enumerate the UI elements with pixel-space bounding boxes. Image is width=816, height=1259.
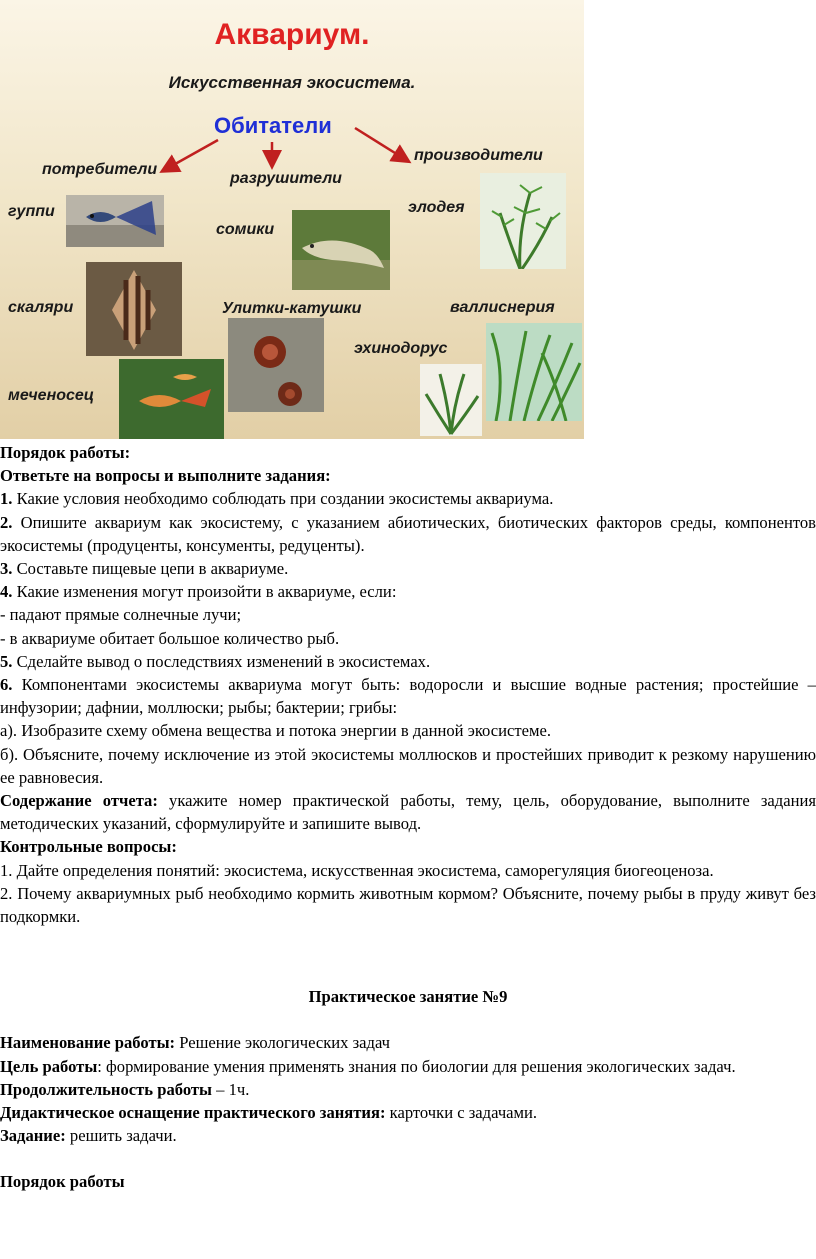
angelfish-photo (86, 262, 182, 356)
document-body (0, 441, 816, 1194)
work-name-line (0, 1031, 816, 1054)
aquarium-slide (0, 0, 584, 439)
control-question-2: 2. Почему аквариумных рыб необходимо кормить животным кормом? Объясните, почему рыбы в пруду живут без подкормки. (0, 883, 816, 927)
q6-text: Компонентами экосистемы аквариума могут быть: водоросли и высшие водные растения; простейшие – инфузории; дафнии, моллюски; рыбы; бактерии; грибы: (0, 675, 816, 718)
goal-line (0, 1055, 816, 1078)
goal-label: Цель работы (0, 1056, 98, 1076)
question-6 (0, 673, 816, 719)
elodea-label: элодея (408, 199, 465, 216)
question-2 (0, 511, 816, 557)
slide-subtitle: Искусственная экосистема. (168, 73, 416, 92)
q5-number: 5. (0, 651, 13, 671)
catfish-label: сомики (216, 221, 275, 238)
q6-item-b: б). Объясните, почему исключение из этой экосистемы моллюсков и простейших приводит к резкому нарушению ее равновесия. (0, 744, 816, 787)
work-name-label: Наименование работы: (0, 1033, 176, 1053)
q2-number: 2. (0, 512, 13, 532)
q1-text: Какие условия необходимо соблюдать при создании экосистемы аквариума. (16, 489, 554, 509)
spacer (0, 928, 816, 985)
spacer (0, 1147, 816, 1170)
duration-line (0, 1078, 816, 1101)
question-5 (0, 650, 816, 673)
q1-number: 1. (0, 489, 13, 509)
order-heading-2: Порядок работы (0, 1172, 125, 1192)
consumers-label: потребители (42, 161, 158, 178)
equipment-label: Дидактическое оснащение практического занятия: (0, 1103, 386, 1123)
decomposers-label: разрушители (230, 170, 342, 187)
catfish-photo (292, 210, 390, 290)
goal-value: : формирование умения применять знания по биологии для решения экологических задач. (97, 1056, 736, 1076)
echinodorus-photo (420, 364, 482, 436)
task-line (0, 1124, 816, 1147)
duration-label: Продолжительность работы (0, 1079, 213, 1099)
q6-item-a: а). Изобразите схему обмена вещества и потока энергии в данной экосистеме. (0, 721, 552, 741)
producers-label: производители (414, 147, 543, 164)
q4-item-a: - падают прямые солнечные лучи; (0, 605, 242, 625)
elodea-photo (480, 173, 566, 269)
practice-title: Практическое занятие №9 (308, 987, 508, 1007)
control-question-1: 1. Дайте определения понятий: экосистема, искусственная экосистема, саморегуляция биогеоценоза. (0, 860, 714, 880)
report-paragraph (0, 789, 816, 835)
arrow-to-consumers (168, 140, 218, 168)
question-1 (0, 487, 816, 510)
order-heading: Порядок работы: (0, 443, 131, 462)
snails-label: Улитки-катушки (222, 300, 362, 317)
q2-text: Опишите аквариум как экосистему, с указанием абиотических, биотических факторов среды, компонентов экосистемы (продуценты, консументы, редуценты). (0, 512, 816, 555)
answer-heading: Ответьте на вопросы и выполните задания: (0, 466, 331, 486)
task-value: решить задачи. (65, 1126, 177, 1146)
guppy-label: гуппи (8, 203, 55, 220)
snails-photo (228, 318, 324, 412)
slide-title: Аквариум. (214, 18, 370, 51)
swordtail-photo (119, 359, 224, 439)
control-questions-heading: Контрольные вопросы: (0, 837, 177, 857)
report-label: Содержание отчета: (0, 791, 158, 811)
guppy-photo (66, 195, 164, 247)
echinodorus-label: эхинодорус (354, 340, 448, 357)
q5-text: Сделайте вывод о последствиях изменений в экосистемах. (16, 651, 431, 671)
q6-number: 6. (0, 675, 13, 695)
vallisneria-photo (486, 323, 582, 421)
vallisneria-label: валлиснерия (450, 299, 555, 316)
spacer (0, 1008, 816, 1031)
angelfish-label: скаляри (8, 299, 74, 316)
equipment-line (0, 1101, 816, 1124)
report-text: укажите номер практической работы, тему, цель, оборудование, выполните задания методических указаний, сформулируйте и запишите вывод. (0, 791, 816, 834)
inhabitants-label: Обитатели (214, 113, 332, 138)
work-name-value: Решение экологических задач (179, 1033, 391, 1053)
q4-number: 4. (0, 582, 13, 602)
q4-text: Какие изменения могут произойти в аквариуме, если: (16, 582, 397, 602)
duration-value: – 1ч. (212, 1079, 250, 1099)
swordtail-label: меченосец (8, 387, 95, 404)
arrow-to-producers (355, 128, 403, 158)
equipment-value: карточки с задачами. (385, 1103, 538, 1123)
q3-number: 3. (0, 559, 13, 579)
task-label: Задание: (0, 1126, 66, 1146)
q3-text: Составьте пищевые цепи в аквариуме. (16, 559, 289, 579)
q4-item-b: - в аквариуме обитает большое количество рыб. (0, 628, 340, 648)
question-3 (0, 557, 816, 580)
question-4 (0, 580, 816, 603)
